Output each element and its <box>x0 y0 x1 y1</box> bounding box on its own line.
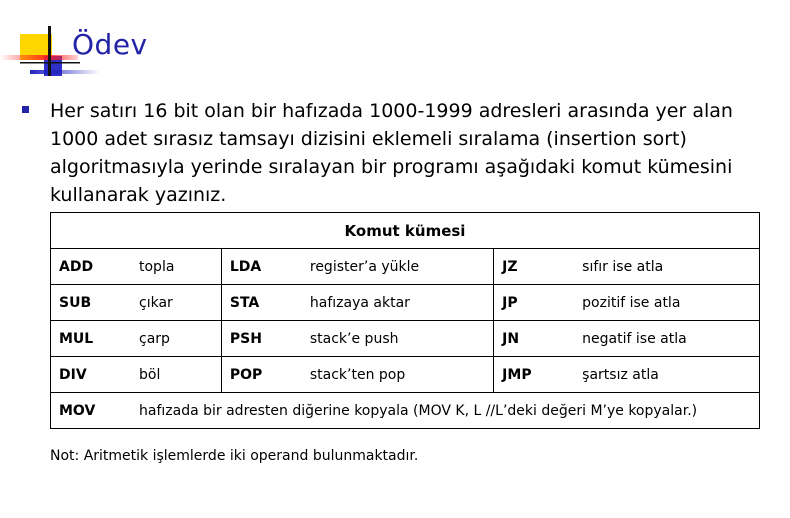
command-desc: stack’ten pop <box>309 366 406 383</box>
command-code: DIV <box>59 366 87 383</box>
command-code: PSH <box>229 330 262 347</box>
command-code: JMP <box>502 366 532 383</box>
command-code: MOV <box>59 402 96 419</box>
command-desc: topla <box>139 258 175 275</box>
command-desc: çarp <box>139 330 170 347</box>
page-title: Ödev <box>72 28 148 61</box>
table-header: Komut kümesi <box>51 213 760 249</box>
table-row <box>51 249 760 285</box>
command-desc: sıfır ise atla <box>582 258 664 275</box>
command-desc: böl <box>139 366 161 383</box>
table-row <box>51 321 760 357</box>
command-desc: çıkar <box>139 294 173 311</box>
command-code: JP <box>502 294 518 311</box>
command-desc: stack’e push <box>309 330 399 347</box>
command-code: POP <box>229 366 263 383</box>
command-code: JZ <box>502 258 518 275</box>
table-row-mov <box>51 393 760 429</box>
command-set-table <box>50 212 760 429</box>
command-code: ADD <box>59 258 94 275</box>
assignment-bullet <box>22 97 762 209</box>
command-code: SUB <box>59 294 92 311</box>
command-code: JN <box>502 330 520 347</box>
command-desc: register’a yükle <box>309 258 420 275</box>
table-row <box>51 357 760 393</box>
command-desc: pozitif ise atla <box>582 294 681 311</box>
bullet-square-icon <box>22 106 29 113</box>
note-text: Not: Aritmetik işlemlerde iki operand bulunmaktadır. <box>50 448 419 464</box>
command-desc: hafızaya aktar <box>309 294 410 311</box>
command-code: MUL <box>59 330 94 347</box>
command-desc: şartsız atla <box>582 366 659 383</box>
command-desc: hafızada bir adresten diğerine kopyala (MOV K, L //L’deki değeri M’ye kopyalar.) <box>139 402 698 419</box>
assignment-text: Her satırı 16 bit olan bir hafızada 1000-1999 adresleri arasında yer alan 1000 adet sırasız tamsayı dizisini eklemeli sıralama (insertion sort) algoritmasıyla yerinde sıralayan bir programı aşağıdaki komut kümesini kullanarak yazınız. <box>50 100 733 206</box>
command-code: STA <box>229 294 260 311</box>
table-row <box>51 285 760 321</box>
command-code: LDA <box>229 258 262 275</box>
command-desc: negatif ise atla <box>582 330 687 347</box>
